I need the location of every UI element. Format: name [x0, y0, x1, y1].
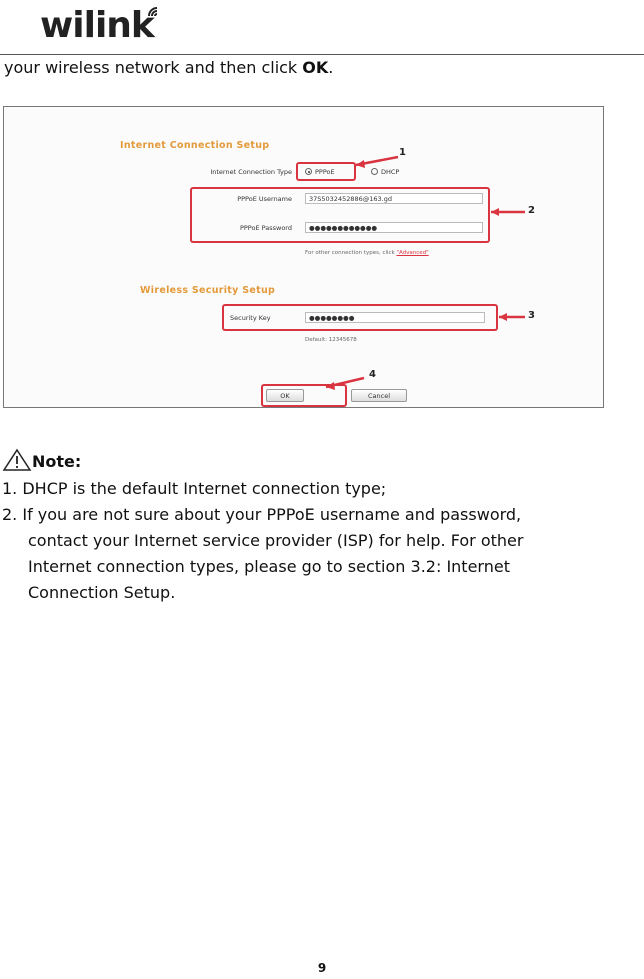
- radio-pppoe[interactable]: PPPoE: [305, 168, 335, 176]
- note-line-2c: Internet connection types, please go to section 3.2: Internet: [28, 557, 510, 576]
- wilink-logo: [36, 4, 166, 46]
- note-title: Note:: [32, 452, 82, 471]
- internet-setup-title: Internet Connection Setup: [120, 140, 270, 151]
- password-field[interactable]: ●●●●●●●●●●●●: [305, 222, 483, 233]
- advanced-link[interactable]: "Advanced": [396, 250, 429, 256]
- callout-arrow-1: [356, 157, 398, 168]
- conn-type-label: Internet Connection Type: [210, 168, 292, 176]
- default-key-text: Default: 12345678: [305, 337, 357, 343]
- note-line-2a: 2. If you are not sure about your PPPoE username and password,: [2, 505, 522, 524]
- ok-emphasis: OK: [302, 58, 329, 77]
- logo-text: wilink: [40, 5, 154, 46]
- wireless-setup-title: Wireless Security Setup: [140, 285, 276, 296]
- security-key-label: Security Key: [230, 314, 271, 322]
- security-key-field[interactable]: ●●●●●●●●: [305, 312, 485, 323]
- advanced-hint: For other connection types, click "Advanced": [305, 250, 429, 256]
- radio-dhcp[interactable]: DHCP: [371, 168, 399, 176]
- header-divider: [0, 54, 644, 55]
- cancel-button[interactable]: Cancel: [351, 389, 407, 402]
- intro-text: your wireless network and then click OK.: [4, 58, 334, 77]
- callout-arrow-2: [491, 208, 525, 216]
- ok-button[interactable]: OK: [266, 389, 304, 402]
- callout-arrows: [4, 107, 604, 407]
- callout-arrow-4: [326, 378, 364, 390]
- page-number: 9: [317, 961, 327, 975]
- note-line-2d: Connection Setup.: [28, 583, 176, 602]
- warning-icon: [2, 448, 32, 472]
- setup-screenshot: [3, 106, 604, 408]
- note-line-2b: contact your Internet service provider (ISP) for help. For other: [28, 531, 524, 550]
- username-field[interactable]: 37S5032452886@163.gd: [305, 193, 483, 204]
- callout-arrow-3: [499, 313, 525, 321]
- note-line-1: 1. DHCP is the default Internet connection type;: [2, 479, 387, 498]
- wifi-waves-icon: [146, 4, 168, 26]
- callout-1: 1: [399, 147, 406, 158]
- callout-4: 4: [369, 369, 376, 380]
- username-label: PPPoE Username: [237, 195, 292, 203]
- password-label: PPPoE Password: [239, 224, 292, 232]
- callout-2: 2: [528, 205, 535, 216]
- callout-3: 3: [528, 310, 535, 321]
